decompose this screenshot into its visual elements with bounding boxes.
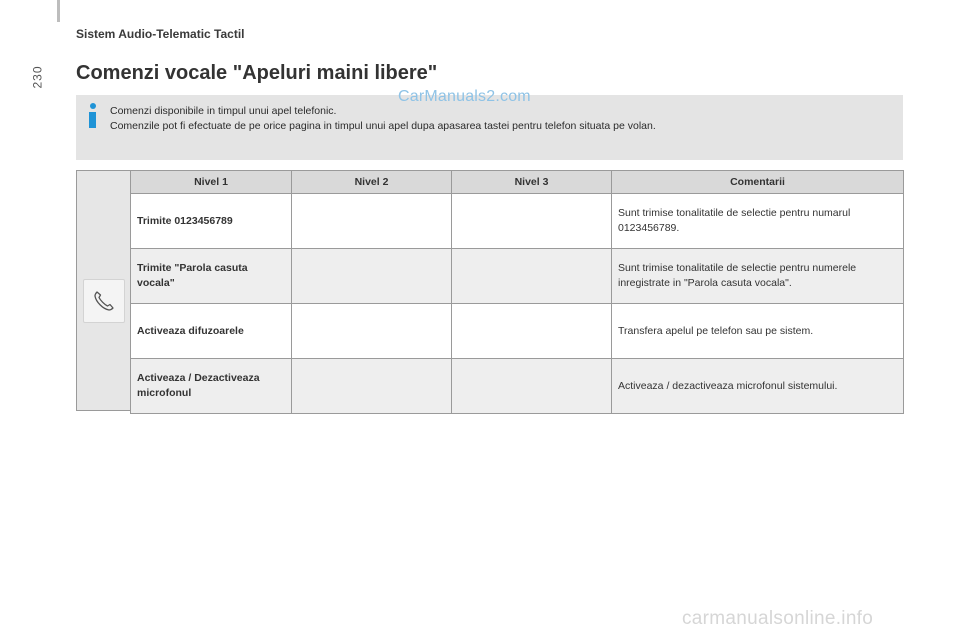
info-text [110,104,656,134]
info-line-2: Comenzile pot fi efectuate de pe orice pagina in timpul unui apel dupa apasarea tastei pentru telefon situata pe volan. [110,120,656,132]
row-comment: Activeaza / dezactiveaza microfonul sistemului. [612,359,904,414]
table-header-row [131,171,904,194]
table-row [131,194,904,249]
row-comment: Transfera apelul pe telefon sau pe sistem. [612,304,904,359]
phone-badge [83,279,125,323]
table-row [131,249,904,304]
header-level-1: Nivel 1 [131,171,292,194]
row-level-3 [452,359,612,414]
info-icon [87,103,99,129]
row-level-3 [452,194,612,249]
margin-line [57,0,60,22]
footer-watermark: carmanualsonline.info [682,608,874,629]
row-level-1: Trimite 0123456789 [131,194,292,249]
phone-icon [92,289,116,313]
page-number: 230 [30,65,45,89]
commands-table [130,170,904,414]
info-line-1: Comenzi disponibile in timpul unui apel telefonic. [110,105,337,117]
header-level-2: Nivel 2 [292,171,452,194]
row-level-3 [452,304,612,359]
row-level-2 [292,359,452,414]
row-level-2 [292,304,452,359]
header-comments: Comentarii [612,171,904,194]
phone-cell [76,170,130,411]
row-level-2 [292,194,452,249]
row-level-1: Activeaza / Dezactiveaza microfonul [131,359,292,414]
row-level-1: Activeaza difuzoarele [131,304,292,359]
table-row [131,304,904,359]
row-comment: Sunt trimise tonalitatile de selectie pentru numerele inregistrate in "Parola casuta vocala". [612,249,904,304]
table-row [131,359,904,414]
row-level-1: Trimite "Parola casuta vocala" [131,249,292,304]
row-level-2 [292,249,452,304]
watermark[interactable]: CarManuals2.com [398,88,531,105]
header-level-3: Nivel 3 [452,171,612,194]
row-comment: Sunt trimise tonalitatile de selectie pentru numarul 0123456789. [612,194,904,249]
row-level-3 [452,249,612,304]
running-header: Sistem Audio-Telematic Tactil [76,27,245,41]
page-title: Comenzi vocale "Apeluri maini libere" [76,62,438,84]
